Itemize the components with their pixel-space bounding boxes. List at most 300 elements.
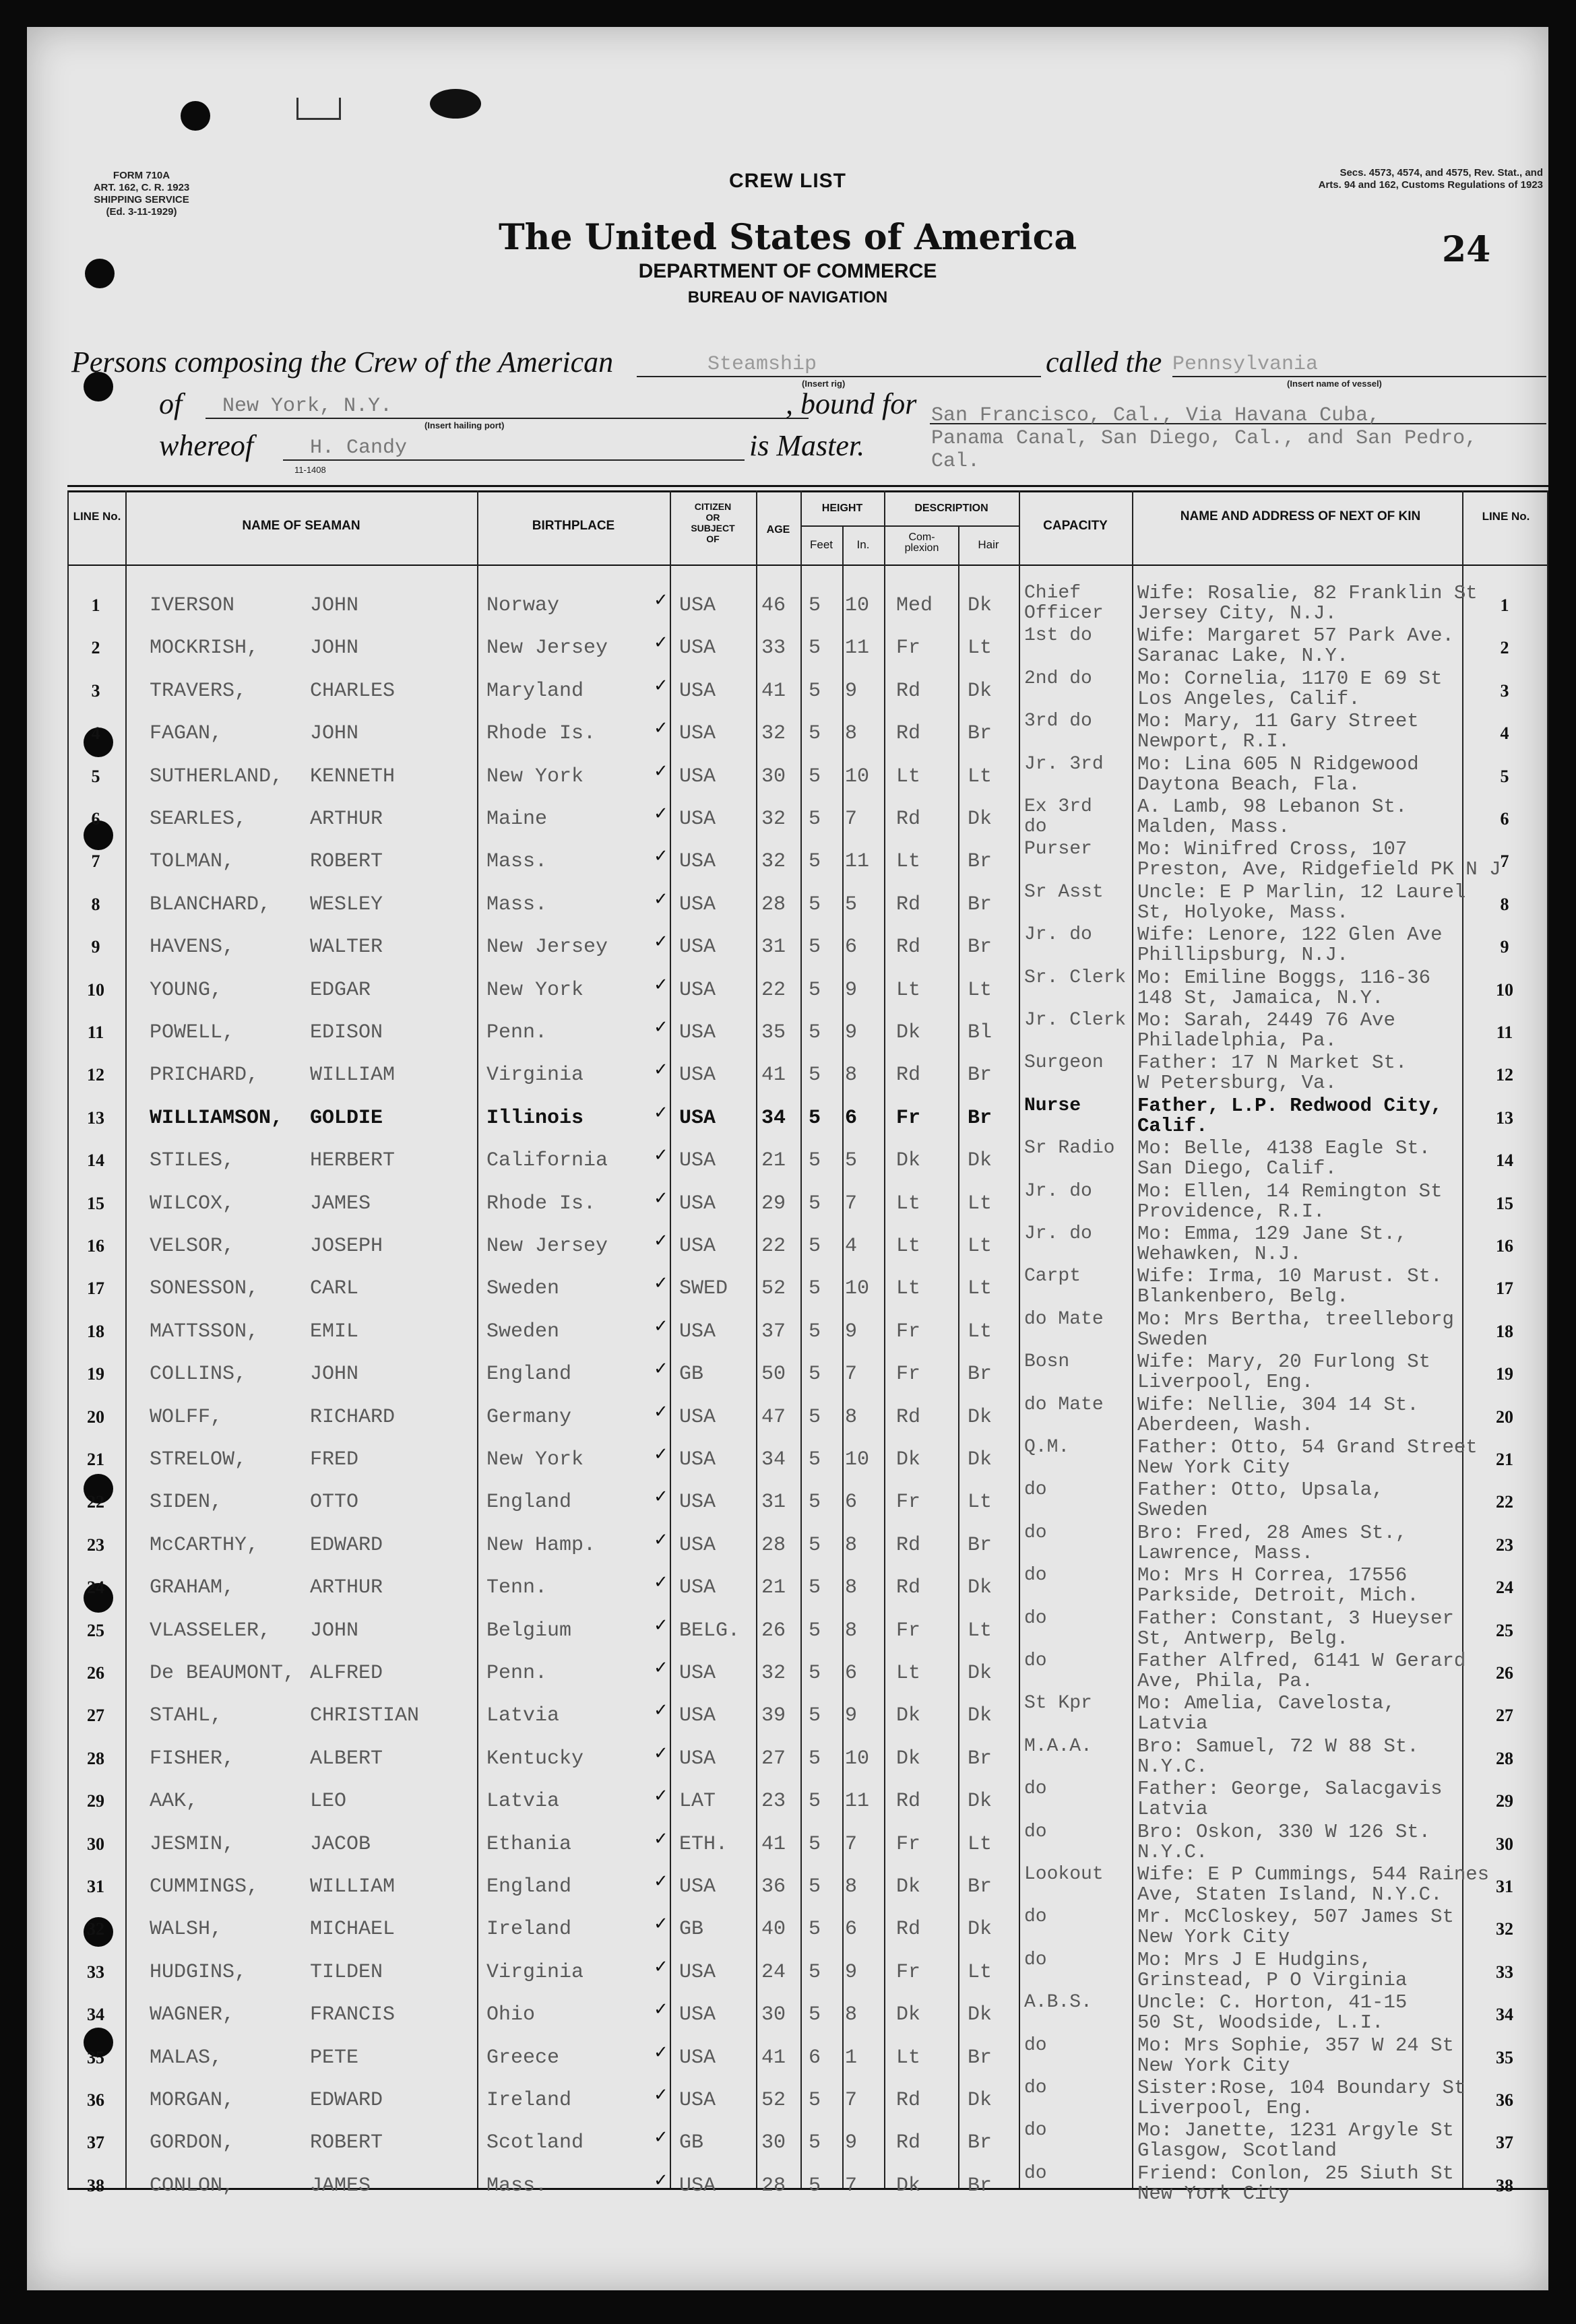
age: 41 <box>761 679 786 703</box>
complexion: Rd <box>896 1533 921 1557</box>
hair: Lt <box>968 1192 992 1215</box>
next-of-kin: Mo: Mrs H Correa, 17556 Parkside, Detroit, Mich. <box>1137 1564 1419 1607</box>
height-inches: 5 <box>845 1149 858 1173</box>
complexion: Fr <box>896 1491 921 1514</box>
capacity: Sr. Clerk <box>1024 967 1127 988</box>
next-of-kin: Father: 17 N Market St. W Petersburg, Va. <box>1137 1052 1408 1095</box>
next-of-kin: Mo: Emiline Boggs, 116-36 148 St, Jamaica, N.Y. <box>1137 966 1431 1009</box>
height-inches: 9 <box>845 978 858 1002</box>
complexion: Rd <box>896 936 921 959</box>
height-inches: 7 <box>845 808 858 831</box>
line-no: 24 <box>87 1578 104 1598</box>
given-name: JOHN <box>310 1363 359 1386</box>
crew-row <box>27 794 1548 837</box>
vessel-line <box>1172 376 1546 377</box>
line-no: 18 <box>87 1321 104 1341</box>
given-name: TILDEN <box>310 1960 383 1984</box>
birthplace: New Jersey <box>486 637 608 660</box>
crew-row <box>27 1050 1548 1093</box>
line-no: 25 <box>87 1620 104 1640</box>
bureau-heading: BUREAU OF NAVIGATION <box>687 288 888 306</box>
citizen: USA <box>679 1875 716 1898</box>
height-inches: 9 <box>845 2131 858 2155</box>
crew-row <box>27 1734 1548 1777</box>
surname: TOLMAN, <box>150 850 235 874</box>
line-no: 1 <box>91 595 100 615</box>
citizen: BELG. <box>679 1619 740 1642</box>
citizen: GB <box>679 1363 704 1386</box>
height-feet: 5 <box>809 1064 821 1087</box>
line-no-right: 9 <box>1500 937 1509 957</box>
of-label: of <box>159 387 183 420</box>
complexion: Rd <box>896 893 921 916</box>
hair: Br <box>968 1064 992 1087</box>
line-no: 38 <box>87 2175 104 2195</box>
next-of-kin: Mo: Janette, 1231 Argyle St Glasgow, Scotland <box>1137 2119 1454 2162</box>
height-feet: 5 <box>809 808 821 831</box>
header-citizen: CITIZEN OR SUBJECT OF <box>691 501 735 544</box>
complexion: Fr <box>896 1832 921 1856</box>
birthplace: Mass. <box>486 2174 548 2197</box>
line-no-right: 8 <box>1500 894 1509 914</box>
check-mark-icon: ✓ <box>654 590 668 610</box>
crew-row <box>27 1819 1548 1863</box>
check-mark-icon: ✓ <box>654 1743 668 1764</box>
line-no-right: 20 <box>1496 1407 1513 1427</box>
citizen: USA <box>679 1704 716 1728</box>
check-mark-icon: ✓ <box>654 1017 668 1037</box>
age: 22 <box>761 978 786 1002</box>
line-no: 33 <box>87 1962 104 1982</box>
given-name: JOHN <box>310 637 359 660</box>
master-code: 11-1408 <box>294 465 326 475</box>
check-mark-icon: ✓ <box>654 1231 668 1251</box>
surname: CONLON, <box>150 2174 235 2197</box>
citizen: USA <box>679 637 716 660</box>
height-inches: 6 <box>845 1662 858 1685</box>
header-description: DESCRIPTION <box>914 503 988 514</box>
header-complexion: Com- plexion <box>904 531 939 554</box>
complexion: Fr <box>896 1106 921 1130</box>
birthplace: Norway <box>486 594 560 617</box>
birthplace: New York <box>486 765 584 788</box>
capacity: do <box>1024 1906 1047 1928</box>
check-mark-icon: ✓ <box>654 2127 668 2148</box>
crew-row <box>27 837 1548 880</box>
next-of-kin: Mo: Winifred Cross, 107 Preston, Ave, Ridgefield PK N J <box>1137 838 1501 881</box>
complexion: Dk <box>896 1021 921 1044</box>
complexion: Rd <box>896 2089 921 2112</box>
line-no: 22 <box>87 1492 104 1512</box>
line-no: 13 <box>87 1107 104 1128</box>
complexion: Lt <box>896 1662 921 1685</box>
country-heading: The United States of America <box>498 217 1077 258</box>
surname: SUTHERLAND, <box>150 765 284 788</box>
capacity: do <box>1024 2162 1047 2184</box>
rig-line <box>637 376 1041 377</box>
line-no-right: 10 <box>1496 979 1513 1000</box>
birthplace: Germany <box>486 1405 572 1429</box>
surname: BLANCHARD, <box>150 893 272 916</box>
line-no-right: 19 <box>1496 1364 1513 1384</box>
height-inches: 10 <box>845 594 870 617</box>
age: 33 <box>761 637 786 660</box>
citizen: USA <box>679 2003 716 2027</box>
height-feet: 5 <box>809 1405 821 1429</box>
next-of-kin: Mo: Belle, 4138 Eagle St. San Diego, Calif. <box>1137 1137 1431 1180</box>
capacity: Ex 3rd do <box>1024 796 1092 837</box>
line-no: 4 <box>91 723 100 744</box>
citizen: USA <box>679 679 716 703</box>
given-name: EDWARD <box>310 2089 383 2112</box>
capacity: do <box>1024 2077 1047 2098</box>
header-bottom-rule <box>67 564 1548 566</box>
height-feet: 5 <box>809 1021 821 1044</box>
complexion: Dk <box>896 1875 921 1898</box>
line-no: 12 <box>87 1065 104 1085</box>
hair: Lt <box>968 1320 992 1343</box>
crew-row <box>27 709 1548 752</box>
line-no: 16 <box>87 1236 104 1256</box>
line-no-right: 23 <box>1496 1535 1513 1555</box>
height-feet: 5 <box>809 1277 821 1301</box>
given-name: JOHN <box>310 594 359 617</box>
vessel-hint: (Insert name of vessel) <box>1287 379 1382 389</box>
next-of-kin: Father Alfred, 6141 W Gerard Ave, Phila, Pa. <box>1137 1650 1466 1692</box>
height-feet: 5 <box>809 765 821 788</box>
hair: Br <box>968 1747 992 1770</box>
line-no: 21 <box>87 1450 104 1469</box>
age: 35 <box>761 1021 786 1044</box>
capacity: do <box>1024 1522 1047 1543</box>
whereof-label: whereof <box>159 429 254 462</box>
height-inches: 10 <box>845 1277 870 1301</box>
given-name: JACOB <box>310 1832 371 1856</box>
capacity: Jr. do <box>1024 1180 1092 1202</box>
surname: VELSOR, <box>150 1235 235 1258</box>
capacity: Sr Radio <box>1024 1138 1115 1159</box>
line-no-right: 38 <box>1496 2175 1513 2195</box>
line-no-right: 35 <box>1496 2047 1513 2067</box>
check-mark-icon: ✓ <box>654 2042 668 2063</box>
line-no-right: 21 <box>1496 1450 1513 1469</box>
capacity: Q.M. <box>1024 1437 1070 1458</box>
hair: Dk <box>968 2003 992 2027</box>
complexion: Dk <box>896 1149 921 1173</box>
capacity: Jr. Clerk <box>1024 1010 1127 1031</box>
height-feet: 5 <box>809 722 821 746</box>
hair: Br <box>968 2174 992 2197</box>
surname: WALSH, <box>150 1918 223 1941</box>
next-of-kin: Mo: Mrs Sophie, 357 W 24 St New York City <box>1137 2034 1454 2077</box>
age: 37 <box>761 1320 786 1343</box>
birthplace: England <box>486 1363 572 1386</box>
next-of-kin: Wife: Nellie, 304 14 St. Aberdeen, Wash. <box>1137 1393 1419 1436</box>
hair: Br <box>968 1875 992 1898</box>
citizen: USA <box>679 1021 716 1044</box>
citizen: USA <box>679 594 716 617</box>
line-no-right: 17 <box>1496 1279 1513 1299</box>
citizen: USA <box>679 722 716 746</box>
header-height: HEIGHT <box>821 503 863 514</box>
subheader-rule <box>800 525 1019 527</box>
crew-row <box>27 1904 1548 1947</box>
birthplace: New Hamp. <box>486 1533 596 1557</box>
crew-row <box>27 1477 1548 1520</box>
height-feet: 5 <box>809 1576 821 1600</box>
age: 32 <box>761 722 786 746</box>
given-name: OTTO <box>310 1491 359 1514</box>
check-mark-icon: ✓ <box>654 974 668 995</box>
height-feet: 5 <box>809 1320 821 1343</box>
header-birthplace: BIRTHPLACE <box>532 519 615 533</box>
next-of-kin: Wife: Rosalie, 82 Franklin St Jersey City, N.J. <box>1137 582 1478 624</box>
hair: Lt <box>968 1832 992 1856</box>
capacity: Carpt <box>1024 1266 1081 1287</box>
height-feet: 5 <box>809 679 821 703</box>
next-of-kin: Mo: Sarah, 2449 76 Ave Philadelphia, Pa. <box>1137 1009 1395 1052</box>
next-of-kin: Mo: Amelia, Cavelosta, Latvia <box>1137 1692 1395 1735</box>
check-mark-icon: ✓ <box>654 1999 668 2020</box>
capacity: Surgeon <box>1024 1052 1104 1074</box>
height-inches: 7 <box>845 1192 858 1215</box>
next-of-kin: Mo: Mary, 11 Gary Street Newport, R.I. <box>1137 710 1419 753</box>
line-no-right: 24 <box>1496 1578 1513 1598</box>
complexion: Dk <box>896 1747 921 1770</box>
capacity: Bosn <box>1024 1351 1070 1373</box>
line-no: 35 <box>87 2047 104 2067</box>
line-no: 17 <box>87 1279 104 1299</box>
height-inches: 6 <box>845 1106 858 1130</box>
surname: COLLINS, <box>150 1363 247 1386</box>
age: 52 <box>761 1277 786 1301</box>
hair: Dk <box>968 808 992 831</box>
height-inches: 6 <box>845 936 858 959</box>
crew-row <box>27 752 1548 795</box>
line-no-right: 37 <box>1496 2133 1513 2153</box>
height-inches: 9 <box>845 1960 858 1984</box>
complexion: Rd <box>896 1790 921 1813</box>
given-name: CHARLES <box>310 679 396 703</box>
surname: PRICHARD, <box>150 1064 259 1087</box>
check-mark-icon: ✓ <box>654 633 668 653</box>
age: 31 <box>761 936 786 959</box>
capacity: 2nd do <box>1024 668 1092 689</box>
line-no-right: 1 <box>1500 595 1509 615</box>
next-of-kin: Mo: Mrs Bertha, treelleborg Sweden <box>1137 1308 1454 1351</box>
given-name: ROBERT <box>310 2131 383 2155</box>
birthplace: Mass. <box>486 893 548 916</box>
citizen: ETH. <box>679 1832 728 1856</box>
complexion: Rd <box>896 1064 921 1087</box>
capacity: do <box>1024 1821 1047 1842</box>
line-no-right: 30 <box>1496 1834 1513 1854</box>
next-of-kin: Mo: Ellen, 14 Remington St Providence, R.I. <box>1137 1180 1443 1223</box>
height-feet: 5 <box>809 1491 821 1514</box>
check-mark-icon: ✓ <box>654 1102 668 1123</box>
line-no-right: 3 <box>1500 680 1509 701</box>
age: 30 <box>761 2131 786 2155</box>
given-name: ALBERT <box>310 1747 383 1770</box>
hair: Dk <box>968 1918 992 1941</box>
height-feet: 5 <box>809 2131 821 2155</box>
height-feet: 5 <box>809 1533 821 1557</box>
height-feet: 5 <box>809 1704 821 1728</box>
height-inches: 10 <box>845 1448 870 1471</box>
crew-row <box>27 1520 1548 1563</box>
bound-label: , bound for <box>786 387 917 420</box>
birthplace: Illinois <box>486 1106 584 1130</box>
citizen: USA <box>679 893 716 916</box>
capacity: Chief Officer <box>1024 583 1104 624</box>
page-number: 24 <box>1442 229 1491 270</box>
age: 23 <box>761 1790 786 1813</box>
citizen: USA <box>679 1662 716 1685</box>
citizen: USA <box>679 936 716 959</box>
next-of-kin: Mo: Cornelia, 1170 E 69 St Los Angeles, Calif. <box>1137 667 1443 710</box>
line-no-right: 7 <box>1500 851 1509 872</box>
citizen: USA <box>679 1448 716 1471</box>
height-feet: 5 <box>809 637 821 660</box>
header-hair: Hair <box>978 538 999 551</box>
punch-hole <box>181 101 210 131</box>
next-of-kin: Father: Otto, Upsala, Sweden <box>1137 1479 1384 1522</box>
hair: Dk <box>968 2089 992 2112</box>
master-label: is Master. <box>749 429 865 462</box>
given-name: ARTHUR <box>310 1576 383 1600</box>
birthplace: Penn. <box>486 1021 548 1044</box>
birthplace: England <box>486 1875 572 1898</box>
complexion: Rd <box>896 808 921 831</box>
citizen: USA <box>679 808 716 831</box>
line-no-right: 32 <box>1496 1919 1513 1939</box>
crew-row <box>27 2075 1548 2119</box>
citizen: USA <box>679 978 716 1002</box>
crew-row <box>27 1093 1548 1136</box>
birthplace: Maine <box>486 808 548 831</box>
check-mark-icon: ✓ <box>654 1615 668 1636</box>
hair: Dk <box>968 1576 992 1600</box>
height-inches: 7 <box>845 1363 858 1386</box>
next-of-kin: Uncle: E P Marlin, 12 Laurel St, Holyoke, Mass. <box>1137 880 1466 924</box>
line-no-right: 5 <box>1500 766 1509 786</box>
surname: JESMIN, <box>150 1832 235 1856</box>
given-name: RICHARD <box>310 1405 396 1429</box>
height-inches: 8 <box>845 1576 858 1600</box>
age: 52 <box>761 2089 786 2112</box>
crew-row <box>27 965 1548 1008</box>
line-no: 36 <box>87 2090 104 2110</box>
next-of-kin: Mo: Lina 605 N Ridgewood Daytona Beach, Fla. <box>1137 752 1419 796</box>
age: 32 <box>761 1662 786 1685</box>
birthplace: Mass. <box>486 850 548 874</box>
next-of-kin: A. Lamb, 98 Lebanon St. Malden, Mass. <box>1137 796 1408 838</box>
complexion: Fr <box>896 1363 921 1386</box>
height-feet: 5 <box>809 850 821 874</box>
hair: Dk <box>968 1790 992 1813</box>
crew-row <box>27 1136 1548 1179</box>
surname: STAHL, <box>150 1704 223 1728</box>
statute-reference: Secs. 4573, 4574, and 4575, Rev. Stat., and Arts. 94 and 162, Customs Regulations of 1923 <box>1318 167 1543 191</box>
next-of-kin: Mo: Emma, 129 Jane St., Wehawken, N.J. <box>1137 1223 1408 1265</box>
age: 26 <box>761 1619 786 1642</box>
height-inches: 1 <box>845 2046 858 2069</box>
given-name: JOHN <box>310 722 359 746</box>
complexion: Rd <box>896 722 921 746</box>
complexion: Rd <box>896 1918 921 1941</box>
age: 27 <box>761 1747 786 1770</box>
next-of-kin: Mo: Mrs J E Hudgins, Grinstead, P O Virginia <box>1137 1948 1408 1991</box>
birthplace: Sweden <box>486 1277 560 1301</box>
line-no-right: 11 <box>1496 1023 1513 1042</box>
given-name: CARL <box>310 1277 359 1301</box>
surname: FAGAN, <box>150 722 223 746</box>
capacity: do <box>1024 1949 1047 1970</box>
line-no: 27 <box>87 1706 104 1726</box>
line-no: 34 <box>87 2005 104 2025</box>
hair: Lt <box>968 1960 992 1984</box>
surname: WOLFF, <box>150 1405 223 1429</box>
line-no-right: 6 <box>1500 809 1509 829</box>
header-age: AGE <box>766 524 790 536</box>
next-of-kin: Bro: Samuel, 72 W 88 St. N.Y.C. <box>1137 1735 1419 1778</box>
birthplace: New Jersey <box>486 936 608 959</box>
line-no-right: 4 <box>1500 723 1509 744</box>
capacity: do Mate <box>1024 1308 1104 1330</box>
next-of-kin: Friend: Conlon, 25 Siuth St New York City <box>1137 2162 1454 2205</box>
age: 30 <box>761 765 786 788</box>
surname: HUDGINS, <box>150 1960 247 1984</box>
height-feet: 5 <box>809 1960 821 1984</box>
hair: Br <box>968 722 992 746</box>
surname: SEARLES, <box>150 808 247 831</box>
birthplace: California <box>486 1149 608 1173</box>
surname: MATTSSON, <box>150 1320 259 1343</box>
age: 34 <box>761 1448 786 1471</box>
birthplace: Sweden <box>486 1320 560 1343</box>
line-no-right: 16 <box>1496 1236 1513 1256</box>
height-inches: 7 <box>845 1832 858 1856</box>
complexion: Rd <box>896 1576 921 1600</box>
capacity: A.B.S. <box>1024 1992 1092 2013</box>
surname: WILLIAMSON, <box>150 1106 284 1130</box>
height-feet: 5 <box>809 1832 821 1856</box>
citizen: USA <box>679 765 716 788</box>
age: 28 <box>761 2174 786 2197</box>
surname: POWELL, <box>150 1021 235 1044</box>
line-no: 30 <box>87 1834 104 1854</box>
complexion: Fr <box>896 1960 921 1984</box>
crew-row <box>27 1776 1548 1819</box>
birthplace: Rhode Is. <box>486 1192 596 1215</box>
citizen: USA <box>679 1149 716 1173</box>
hair: Br <box>968 936 992 959</box>
height-inches: 11 <box>845 850 870 874</box>
complexion: Dk <box>896 2174 921 2197</box>
height-feet: 5 <box>809 1363 821 1386</box>
citizen: GB <box>679 2131 704 2155</box>
citizen: USA <box>679 1192 716 1215</box>
next-of-kin: Uncle: C. Horton, 41-15 50 St, Woodside, L.I. <box>1137 1991 1408 2034</box>
given-name: EMIL <box>310 1320 359 1343</box>
check-mark-icon: ✓ <box>654 2085 668 2105</box>
surname: GORDON, <box>150 2131 235 2155</box>
birthplace: Latvia <box>486 1790 560 1813</box>
given-name: CHRISTIAN <box>310 1704 420 1728</box>
vessel-value: Pennsylvania <box>1172 353 1319 376</box>
height-inches: 6 <box>845 1491 858 1514</box>
line-no-right: 15 <box>1496 1193 1513 1213</box>
